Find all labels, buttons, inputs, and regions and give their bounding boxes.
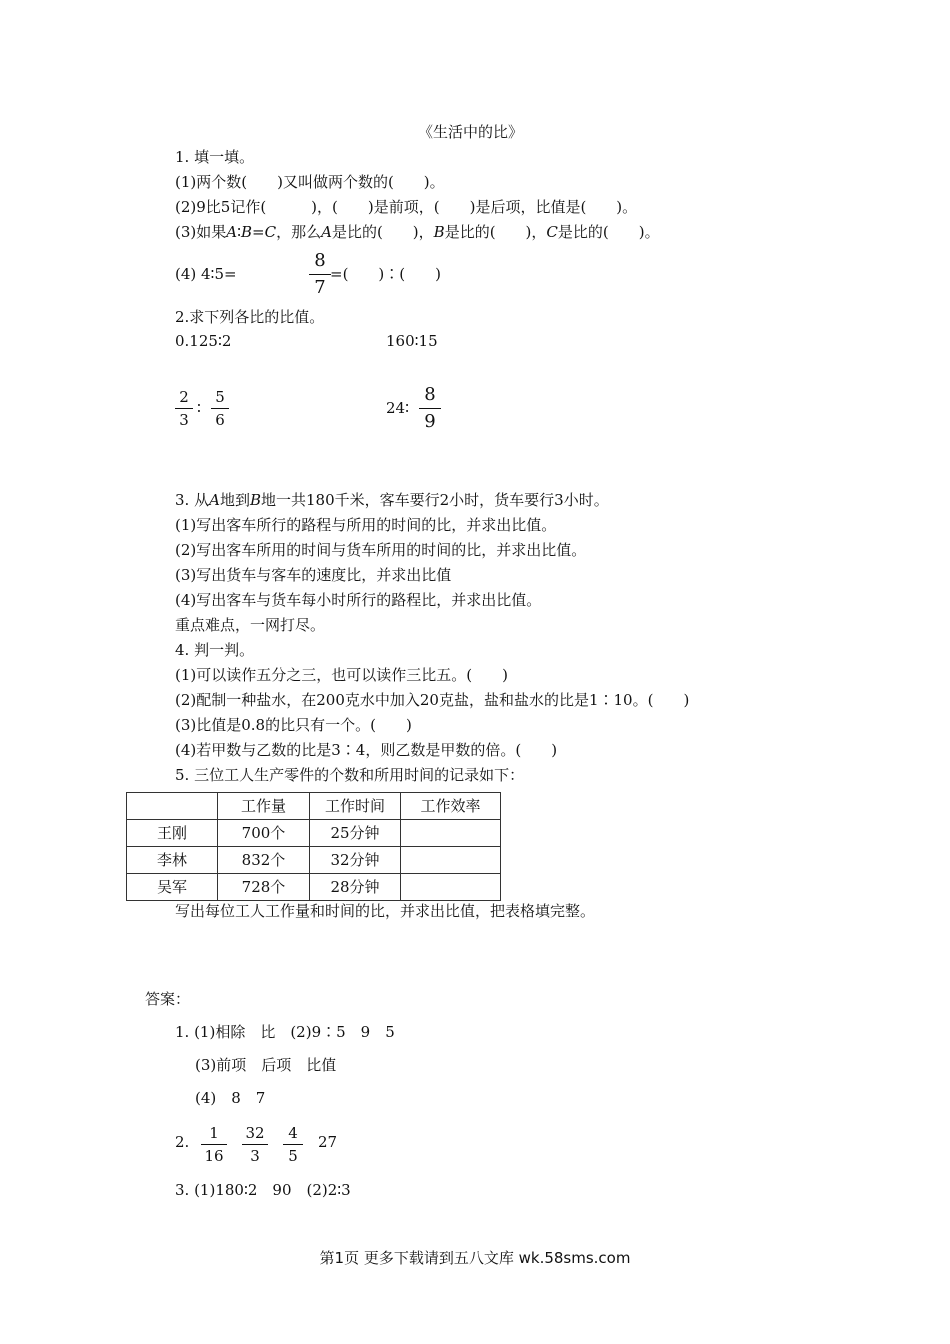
q2-item-d-fraction [419,384,441,433]
q4-item-3: (3)比值是0.8的比只有一个。( ) [175,716,412,734]
page-title: 《生活中的比》 [418,123,524,141]
fraction-bar [211,408,229,409]
fraction-denominator: 7 [314,277,326,298]
var-c-2: C [546,223,558,241]
equals-sign: = [252,223,265,241]
fraction-denominator: 6 [215,411,225,429]
var-a: A [209,491,220,509]
table-header-cell: 工作量 [218,793,310,820]
answer-1-line-1: 1. (1)相除 比 (2)9∶5 9 5 [175,1023,395,1041]
q2-item-d-prefix: 24∶ [386,399,409,417]
table-row [127,847,501,874]
table-cell: 25分钟 [310,820,401,847]
answer-1-line-3: (4) 8 7 [195,1089,266,1107]
fraction-bar [242,1144,268,1145]
page-footer: 第1页 更多下载请到五八文库 wk.58sms.com [319,1249,631,1267]
var-b-2: B [433,223,445,241]
fraction-numerator: 8 [314,250,326,271]
q4-item-4: (4)若甲数与乙数的比是3∶4，则乙数是甲数的倍。( ) [175,741,558,759]
q3-note: 重点难点，一网打尽。 [175,616,326,634]
table-cell [401,874,501,901]
q3-item-3: (3)写出货车与客车的速度比，并求出比值 [175,566,452,584]
fraction-numerator: 4 [288,1124,298,1142]
q1-item-3 [175,222,660,242]
q3-heading-text-b: 地到 [219,491,250,509]
ratio-sign: ∶ [237,223,241,241]
fraction-bar [419,408,441,409]
q1-item-3-text-d: 是比的( )， [444,223,547,241]
table-row [127,874,501,901]
q2-heading: 2.求下列各比的比值。 [175,308,325,326]
table-cell: 28分钟 [310,874,401,901]
answer-3: 3. (1)180∶2 90 (2)2∶3 [175,1181,351,1199]
table-cell: 700个 [218,820,310,847]
fraction-denominator: 16 [204,1147,224,1165]
table-cell: 832个 [218,847,310,874]
fraction-denominator: 9 [424,411,436,432]
q4-heading: 4. 判一判。 [175,641,255,659]
var-c: C [264,223,277,241]
table-cell [401,820,501,847]
fraction-denominator: 3 [250,1147,260,1165]
fraction-bar [175,408,193,409]
q2-item-c-fraction-2 [211,388,229,429]
q4-item-1: (1)可以读作五分之三，也可以读作三比五。( ) [175,666,508,684]
var-b: B [249,491,261,509]
table-cell [401,847,501,874]
fraction-numerator: 5 [215,388,225,406]
fraction-denominator: 5 [288,1147,298,1165]
table-cell: 吴军 [127,874,218,901]
answers-label: 答案： [145,990,191,1008]
q2-item-c-fraction-1 [175,388,193,429]
q1-item-2: (2)9比5记作( )，( )是前项，( )是后项，比值是( )。 [175,198,638,216]
q3-heading-text-c: 地一共180千米，客车要行2小时，货车要行3小时。 [260,491,609,509]
q2-item-b: 160∶15 [386,332,438,350]
q4-item-2: (2)配制一种盐水，在200克水中加入20克盐，盐和盐水的比是1∶10。( ) [175,691,690,709]
table-header-cell [127,793,218,820]
fraction-numerator: 1 [209,1124,219,1142]
fraction-numerator: 8 [424,384,436,405]
fraction-bar [309,274,331,275]
q3-heading-text-a: 3. 从 [175,491,210,509]
answer-2-last: 27 [318,1133,338,1151]
table-cell: 32分钟 [310,847,401,874]
table-cell: 728个 [218,874,310,901]
record-table [126,792,501,901]
q1-item-1: (1)两个数( )又叫做两个数的( )。 [175,173,445,191]
fraction-denominator: 3 [179,411,189,429]
q3-heading [175,490,609,510]
table-header-cell: 工作时间 [310,793,401,820]
fraction-bar [283,1144,303,1145]
var-a-2: A [321,223,332,241]
q1-item-4-fraction [309,250,331,299]
q5-heading: 5. 三位工人生产零件的个数和所用时间的记录如下： [175,766,525,784]
table-cell: 王刚 [127,820,218,847]
q1-item-4-suffix: =( )∶( ) [330,265,441,283]
q3-item-2: (2)写出客车所用的时间与货车所用的时间的比，并求出比值。 [175,541,587,559]
q1-heading: 1. 填一填。 [175,148,255,166]
table-header-row [127,793,501,820]
q3-item-1: (1)写出客车所行的路程与所用的时间的比，并求出比值。 [175,516,557,534]
q5-instruction: 写出每位工人工作量和时间的比，并求出比值，把表格填完整。 [175,902,596,920]
table-header-cell: 工作效率 [401,793,501,820]
var-a: A [226,223,238,241]
table-cell: 李林 [127,847,218,874]
answer-2-fraction-3 [283,1124,303,1165]
answer-1-line-2: (3)前项 后项 比值 [195,1056,337,1074]
q1-item-3-text-b: ，那么 [276,223,322,241]
fraction-numerator: 2 [179,388,189,406]
q1-item-3-text-a: (3)如果 [175,223,227,241]
q1-item-3-text-e: 是比的( )。 [557,223,660,241]
answer-2-fraction-2 [242,1124,268,1165]
q3-item-4: (4)写出客车与货车每小时所行的路程比，并求出比值。 [175,591,542,609]
q1-item-4-prefix: (4) 4∶5= [175,265,237,283]
var-b: B [241,223,253,241]
q2-item-c-sep: ∶ [197,399,201,417]
answer-2-prefix: 2. [175,1133,190,1151]
fraction-numerator: 32 [245,1124,265,1142]
q2-item-a: 0.125∶2 [175,332,232,350]
fraction-bar [201,1144,227,1145]
answer-2-fraction-1 [201,1124,227,1165]
table-row [127,820,501,847]
q1-item-3-text-c: 是比的( )， [331,223,434,241]
